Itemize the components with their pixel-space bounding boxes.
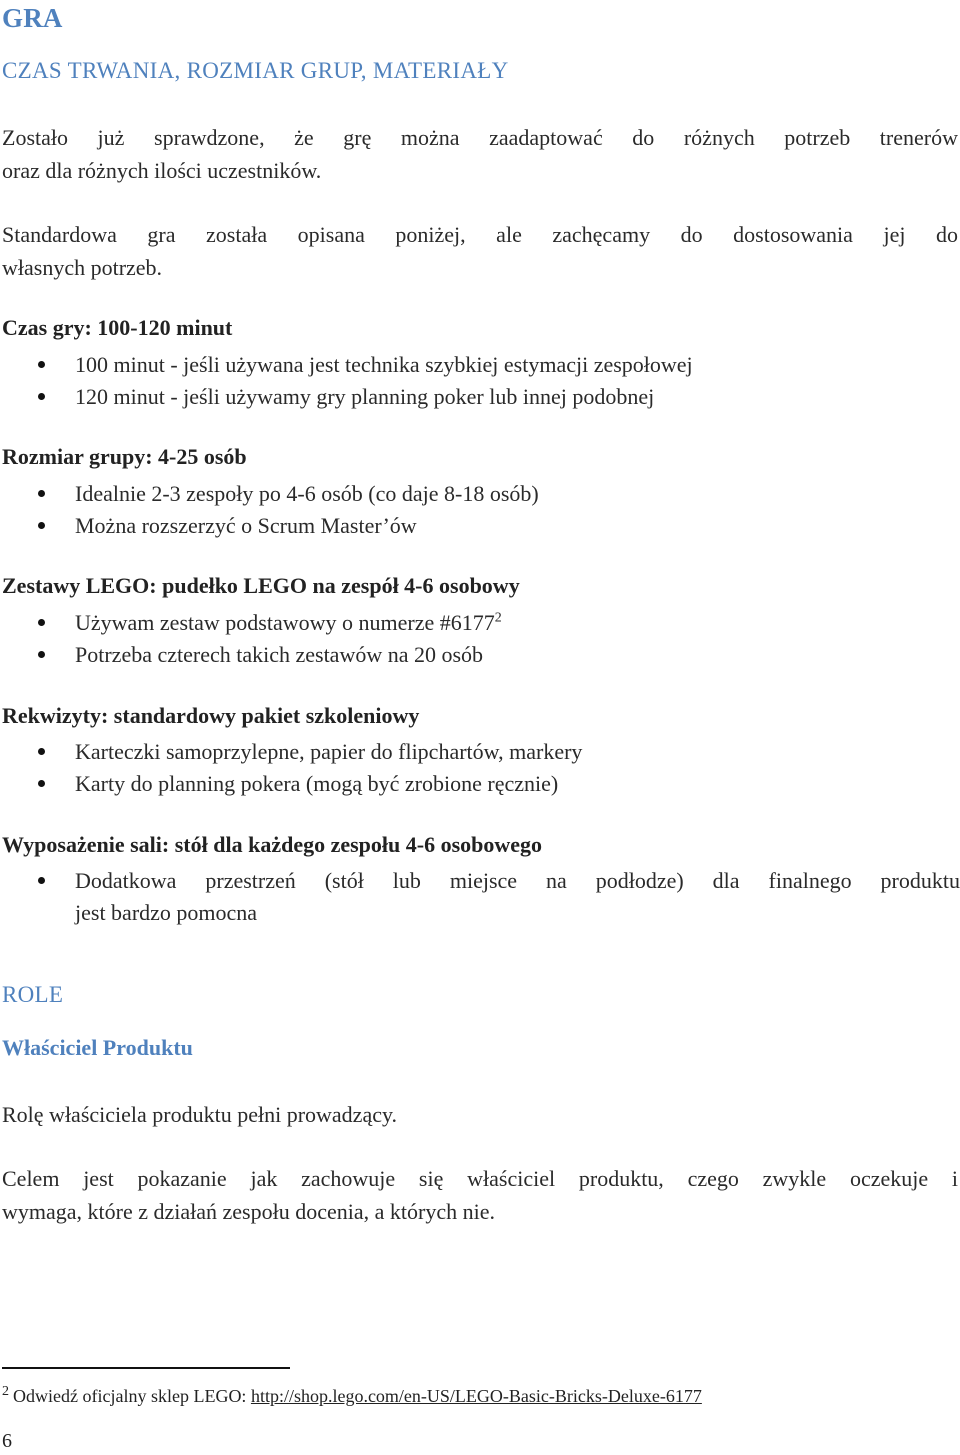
list-item: [0, 768, 960, 800]
list-item: [0, 865, 960, 929]
intro-line-2: oraz dla różnych ilości uczestników.: [2, 158, 322, 183]
game-time-list: [0, 349, 960, 413]
standard-line-1: Standardowa gra została opisana poniżej, ale zachęcamy do dostosowania jej do: [2, 222, 958, 247]
bullet-icon: [38, 490, 45, 497]
product-owner-heading: Właściciel Produktu: [2, 1035, 193, 1060]
bullet-icon: [38, 877, 45, 884]
list-item: [0, 607, 960, 639]
list-item: [0, 510, 960, 542]
subsection-heading-duration: CZAS TRWANIA, ROZMIAR GRUP, MATERIAŁY: [2, 58, 509, 83]
list-item-text: Karteczki samoprzylepne, papier do flipchartów, markery: [75, 739, 583, 764]
standard-game-paragraph: [2, 218, 958, 284]
list-item-text: Potrzeba czterech takich zestawów na 20 osób: [75, 642, 484, 667]
intro-paragraph: [2, 121, 958, 187]
bullet-icon: [38, 619, 45, 626]
group-size-list: [0, 478, 960, 542]
page-number: 6: [2, 1430, 12, 1452]
product-owner-paragraph: Rolę właściciela produktu pełni prowadzący.: [2, 1102, 398, 1127]
lego-sets-title: Zestawy LEGO: pudełko LEGO na zespół 4-6 osobowy: [2, 573, 520, 598]
list-item-text: Idealnie 2-3 zespoły po 4-6 osób (co daje 8-18 osób): [75, 481, 539, 506]
bullet-icon: [38, 651, 45, 658]
list-item-text: Używam zestaw podstawowy o numerze #6177: [75, 610, 495, 635]
list-item: [0, 381, 960, 413]
game-time-title: Czas gry: 100-120 minut: [2, 315, 233, 340]
roles-heading: ROLE: [2, 982, 64, 1007]
goal-line-1: Celem jest pokazanie jak zachowuje się właściciel produktu, czego zwykle oczekuje i: [2, 1166, 958, 1191]
list-item-text: 100 minut - jeśli używana jest technika szybkiej estymacji zespołowej: [75, 352, 693, 377]
list-item-text-line-2: jest bardzo pomocna: [75, 900, 258, 925]
goal-line-2: wymaga, które z działań zespołu docenia, a których nie.: [2, 1199, 495, 1224]
bullet-icon: [38, 748, 45, 755]
list-item: [0, 736, 960, 768]
list-item-text: Można rozszerzyć o Scrum Master’ów: [75, 513, 417, 538]
footnote-link[interactable]: http://shop.lego.com/en-US/LEGO-Basic-Bricks-Deluxe-6177: [250, 1386, 702, 1406]
lego-sets-list: [0, 607, 960, 671]
footnote: [2, 1384, 702, 1407]
bullet-icon: [38, 522, 45, 529]
props-title: Rekwizyty: standardowy pakiet szkoleniowy: [2, 703, 420, 728]
list-item: [0, 478, 960, 510]
list-item-text: 120 minut - jeśli używamy gry planning poker lub innej podobnej: [75, 384, 655, 409]
footnote-number: 2: [2, 1384, 9, 1399]
footnote-text: Odwiedź oficjalny sklep LEGO:: [13, 1386, 251, 1406]
bullet-icon: [38, 361, 45, 368]
bullet-icon: [38, 393, 45, 400]
list-item: [0, 349, 960, 381]
list-item-text: Karty do planning pokera (mogą być zrobione ręcznie): [75, 771, 559, 796]
section-heading-game: GRA: [2, 3, 63, 33]
bullet-icon: [38, 780, 45, 787]
standard-line-2: własnych potrzeb.: [2, 255, 163, 280]
list-item: [0, 639, 960, 671]
footnote-separator: [2, 1367, 290, 1369]
props-list: [0, 736, 960, 800]
group-size-title: Rozmiar grupy: 4-25 osób: [2, 444, 247, 469]
intro-line-1: Zostało już sprawdzone, że grę można zaadaptować do różnych potrzeb trenerów: [2, 125, 958, 150]
room-equipment-title: Wyposażenie sali: stół dla każdego zespołu 4-6 osobowego: [2, 832, 543, 857]
list-item-text-line-1: Dodatkowa przestrzeń (stół lub miejsce na podłodze) dla finalnego produktu: [75, 868, 960, 893]
footnote-reference[interactable]: 2: [494, 610, 502, 626]
product-owner-goal-paragraph: [2, 1162, 958, 1228]
room-equipment-list: [0, 865, 960, 929]
